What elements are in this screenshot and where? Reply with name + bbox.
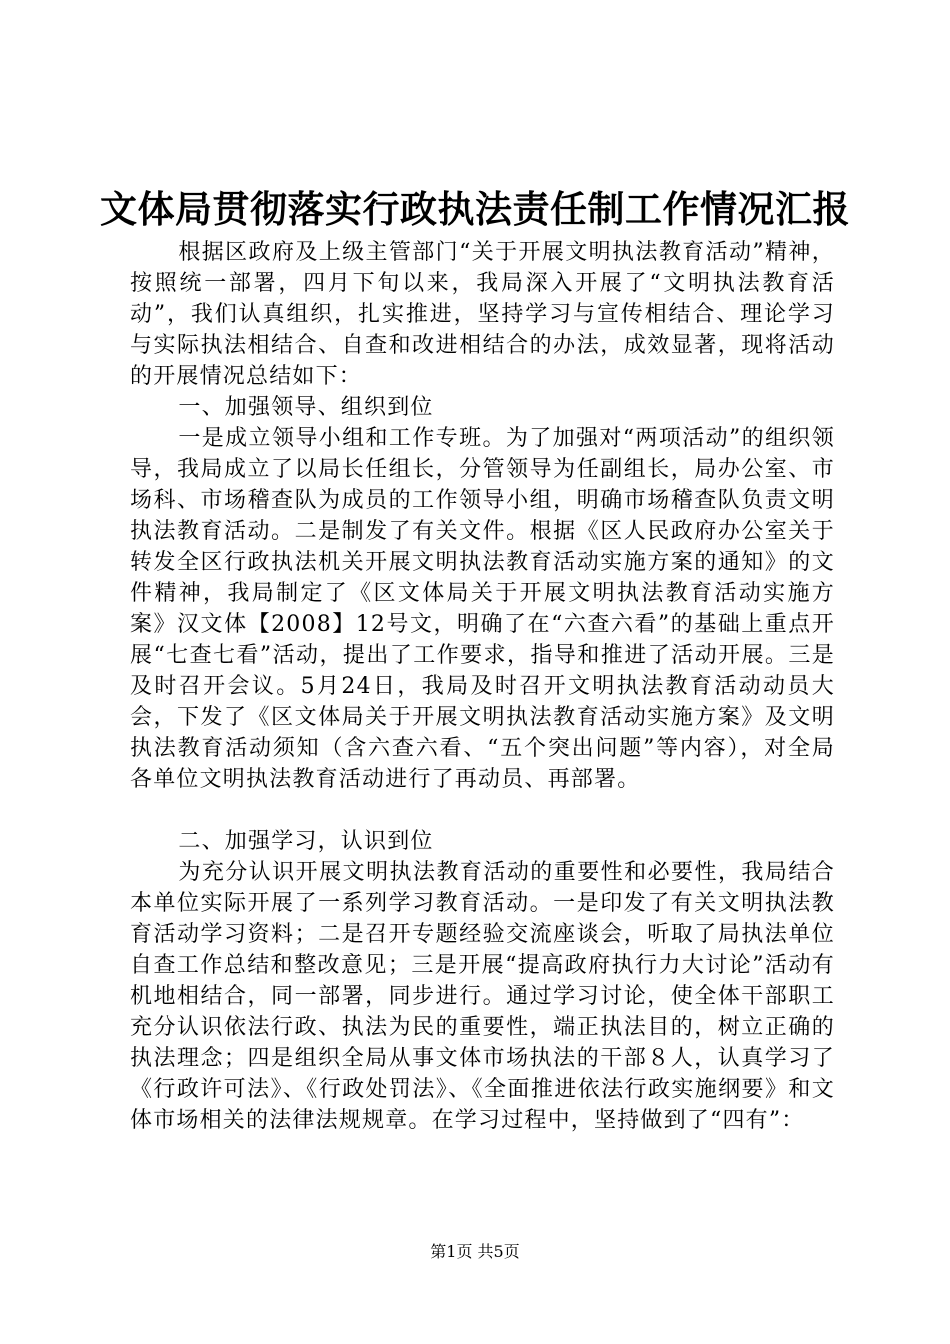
- section-1-paragraph: 一是成立领导小组和工作专班。为了加强对“两项活动”的组织领导，我局成立了以局长任组长，分管领导为任副组长，局办公室、市场科、市场稽查队为成员的工作领导小组，明确市场稽查队负责文明执法教育活动。二是制发了有关文件。根据《区人民政府办公室关于转发全区行政执法机关开展文明执法教育活动实施方案的通知》的文件精神，我局制定了《区文体局关于开展文明执法教育活动实施方案》汉文体【2008】12号文，明确了在“六查六看”的基础上重点开展“七查七看”活动，提出了工作要求，指导和推进了活动开展。三是及时召开会议。5月24日，我局及时召开文明执法教育活动动员大会，下发了《区文体局关于开展文明执法教育活动实施方案》及文明执法教育活动须知（含六查六看、“五个突出问题”等内容），对全局各单位文明执法教育活动进行了再动员、再部署。: [130, 426, 835, 792]
- section-heading-2: 二、加强学习，认识到位: [178, 829, 434, 854]
- intro-paragraph: 根据区政府及上级主管部门“关于开展文明执法教育活动”精神，按照统一部署，四月下旬以来，我局深入开展了“文明执法教育活动”，我们认真组织，扎实推进，坚持学习与宣传相结合、理论学习与实际执法相结合、自查和改进相结合的办法，成效显著，现将活动的开展情况总结如下：: [130, 240, 835, 389]
- document-title: 文体局贯彻落实行政执法责任制工作情况汇报: [100, 187, 850, 231]
- section-heading-1: 一、加强领导、组织到位: [178, 395, 434, 420]
- section-2-paragraph: 为充分认识开展文明执法教育活动的重要性和必要性，我局结合本单位实际开展了一系列学习教育活动。一是印发了有关文明执法教育活动学习资料；二是召开专题经验交流座谈会，听取了局执法单位自查工作总结和整改意见；三是开展“提高政府执行力大讨论”活动有机地相结合，同一部署，同步进行。通过学习讨论，使全体干部职工充分认识依法行政、执法为民的重要性，端正执法目的，树立正确的执法理念；四是组织全局从事文体市场执法的干部８人，认真学习了《行政许可法》、《行政处罚法》、《全面推进依法行政实施纲要》和文体市场相关的法律法规规章。在学习过程中，坚持做到了“四有”：: [130, 860, 835, 1133]
- document-body: [130, 237, 835, 1136]
- page-number-footer: 第1页 共5页: [430, 1242, 520, 1261]
